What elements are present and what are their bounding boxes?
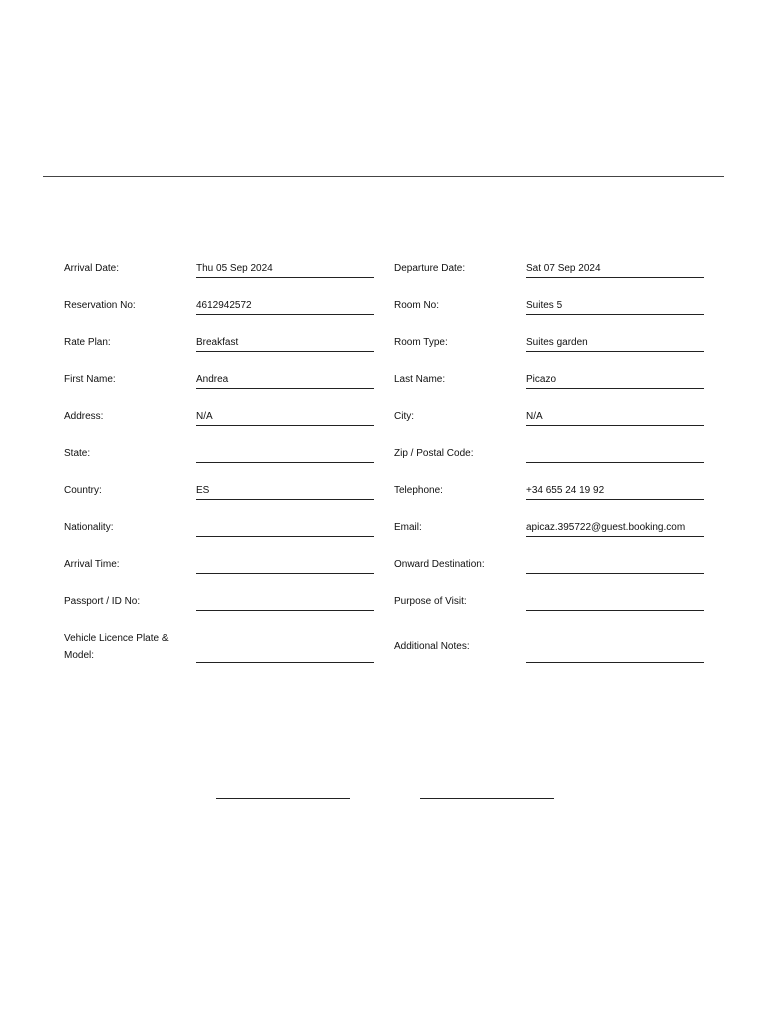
country-label: Country: (64, 485, 102, 496)
telephone-label: Telephone: (394, 485, 443, 496)
last-name-field[interactable]: Picazo (526, 373, 704, 389)
first-name-field[interactable]: Andrea (196, 373, 374, 389)
city-label: City: (394, 411, 414, 422)
purpose-of-visit-field[interactable] (526, 595, 704, 611)
rate-plan-label: Rate Plan: (64, 337, 111, 348)
email-field[interactable]: apicaz.395722@guest.booking.com (526, 521, 704, 537)
purpose-of-visit-label: Purpose of Visit: (394, 596, 467, 607)
onward-destination-label: Onward Destination: (394, 559, 485, 570)
room-type-label: Room Type: (394, 337, 448, 348)
rate-plan-field[interactable]: Breakfast (196, 336, 374, 352)
last-name-label: Last Name: (394, 374, 446, 385)
first-name-label: First Name: (64, 374, 116, 385)
vehicle-plate-label: Vehicle Licence Plate & Model: (64, 633, 169, 661)
departure-date-field[interactable]: Sat 07 Sep 2024 (526, 262, 704, 278)
arrival-date-label: Arrival Date: (64, 263, 120, 274)
arrival-time-label: Arrival Time: (64, 559, 120, 570)
signature-line-right[interactable] (420, 798, 554, 799)
zip-code-label: Zip / Postal Code: (394, 448, 474, 459)
zip-code-field[interactable] (526, 447, 704, 463)
country-field[interactable]: ES (196, 484, 374, 500)
reservation-no-label: Reservation No: (64, 300, 136, 311)
passport-id-field[interactable] (196, 595, 374, 611)
city-field[interactable]: N/A (526, 410, 704, 426)
telephone-field[interactable]: +34 655 24 19 92 (526, 484, 704, 500)
address-label: Address: (64, 411, 104, 422)
state-label: State: (64, 448, 91, 459)
reservation-no-field[interactable]: 4612942572 (196, 299, 374, 315)
signature-line-left[interactable] (216, 798, 350, 799)
additional-notes-label: Additional Notes: (394, 641, 470, 652)
email-label: Email: (394, 522, 422, 533)
state-field[interactable] (196, 447, 374, 463)
departure-date-label: Departure Date: (394, 263, 466, 274)
vehicle-plate-field[interactable] (196, 647, 374, 663)
room-no-label: Room No: (394, 300, 440, 311)
address-field[interactable]: N/A (196, 410, 374, 426)
nationality-label: Nationality: (64, 522, 114, 533)
additional-notes-field[interactable] (526, 647, 704, 663)
room-no-field[interactable]: Suites 5 (526, 299, 704, 315)
arrival-date-field[interactable]: Thu 05 Sep 2024 (196, 262, 374, 278)
arrival-time-field[interactable] (196, 558, 374, 574)
room-type-field[interactable]: Suites garden (526, 336, 704, 352)
passport-id-label: Passport / ID No: (64, 596, 141, 607)
nationality-field[interactable] (196, 521, 374, 537)
onward-destination-field[interactable] (526, 558, 704, 574)
